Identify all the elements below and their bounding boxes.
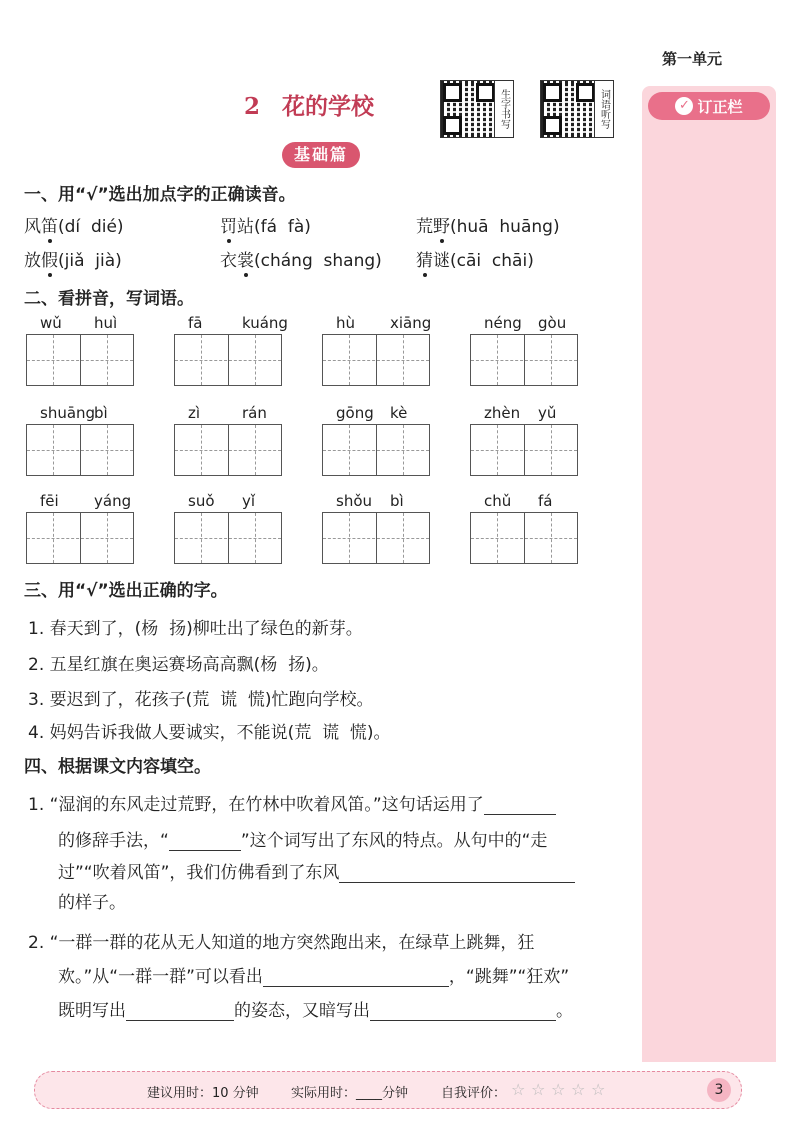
pinyin-label: shǒu (336, 492, 373, 510)
writing-grid-box[interactable] (470, 334, 578, 386)
suggested-time: 建议用时：10 分钟 (147, 1086, 259, 1101)
reading-item[interactable]: 放假(jiǎ jià) (24, 251, 122, 271)
reading-item[interactable]: 罚站(fá fà) (220, 217, 311, 237)
pinyin-label: néng (484, 314, 522, 332)
qr-code-icon[interactable] (540, 80, 598, 138)
pinyin-label: chǔ (484, 492, 512, 510)
self-evaluation-label: 自我评价： (441, 1086, 507, 1101)
choice-item[interactable]: 2. 五星红旗在奥运赛场高高飘(杨 扬)。 (28, 655, 329, 675)
pinyin-label: wǔ (40, 314, 62, 332)
pinyin-label: bì (94, 404, 108, 422)
fill-line: 欢。”从“一群一群”可以看出 ，“跳舞”“狂欢” (58, 967, 570, 987)
pinyin-label: yǐ (242, 492, 256, 510)
pinyin-label: kè (390, 404, 408, 422)
writing-grid-box[interactable] (26, 512, 134, 564)
writing-grid-box[interactable] (26, 424, 134, 476)
star-icon[interactable]: ☆ (551, 1080, 566, 1099)
writing-grid-box[interactable] (470, 512, 578, 564)
actual-time[interactable]: 实际用时：____分钟 (291, 1086, 409, 1101)
pinyin-label: rán (242, 404, 267, 422)
qr-label-writing: 生字书写 (494, 80, 514, 138)
qr-code-icon[interactable] (440, 80, 498, 138)
fill-line: 的样子。 (58, 893, 126, 913)
writing-grid-box[interactable] (322, 512, 430, 564)
correction-sidebar (642, 86, 776, 1062)
pinyin-label: fēi (40, 492, 59, 510)
star-icon[interactable]: ☆ (511, 1080, 526, 1099)
star-icon[interactable]: ☆ (531, 1080, 546, 1099)
pinyin-label: yáng (94, 492, 132, 510)
section-2-title: 二、看拼音，写词语。 (24, 289, 194, 309)
fill-line: 过”“吹着风笛”，我们仿佛看到了东风 (58, 858, 575, 883)
blank[interactable] (169, 834, 241, 851)
section-4-title: 四、根据课文内容填空。 (24, 757, 211, 777)
reading-item[interactable]: 猜谜(cāi chāi) (416, 251, 534, 271)
page-number: 3 (707, 1078, 731, 1102)
writing-grid-box[interactable] (174, 512, 282, 564)
section-1-title: 一、用“√”选出加点字的正确读音。 (24, 185, 296, 205)
lesson-name: 花的学校 (282, 93, 375, 120)
blank[interactable] (484, 798, 556, 815)
fill-line: 的修辞手法，“ ”这个词写出了东风的特点。从句中的“走 (58, 831, 548, 851)
writing-grid-box[interactable] (322, 334, 430, 386)
pinyin-label: bì (390, 492, 404, 510)
pinyin-label: suǒ (188, 492, 215, 510)
lesson-title (244, 88, 374, 121)
writing-grid-box[interactable] (26, 334, 134, 386)
writing-grid-box[interactable] (322, 424, 430, 476)
pinyin-label: fá (538, 492, 553, 510)
fill-line: 既明写出 的姿态，又暗写出 。 (58, 1001, 573, 1021)
pinyin-label: zì (188, 404, 201, 422)
fill-line: 2. “一群一群的花从无人知道的地方突然跑出来，在绿草上跳舞，狂 (28, 933, 535, 953)
pinyin-label: hù (336, 314, 356, 332)
reading-item[interactable]: 风笛(dí dié) (24, 217, 124, 237)
qr-label-dictation: 词语听写 (594, 80, 614, 138)
pinyin-label: gōng (336, 404, 374, 422)
section-3-title: 三、用“√”选出正确的字。 (24, 581, 228, 601)
star-icon[interactable]: ☆ (571, 1080, 586, 1099)
writing-grid-box[interactable] (174, 334, 282, 386)
blank[interactable] (126, 1004, 234, 1021)
reading-item[interactable]: 衣裳(cháng shang) (220, 251, 382, 271)
blank[interactable] (263, 970, 449, 987)
sidebar-title: 订正栏 (697, 97, 743, 116)
blank[interactable] (339, 866, 575, 883)
choice-item[interactable]: 4. 妈妈告诉我做人要诚实，不能说(荒 谎 慌)。 (28, 723, 391, 743)
fill-line: 1. “湿润的东风走过荒野，在竹林中吹着风笛。”这句话运用了 (28, 790, 556, 815)
writing-grid-box[interactable] (470, 424, 578, 476)
choice-item[interactable]: 3. 要迟到了，花孩子(荒 谎 慌)忙跑向学校。 (28, 690, 374, 710)
star-icon[interactable]: ☆ (591, 1080, 606, 1099)
section-badge: 基础篇 (282, 142, 360, 168)
unit-label: 第一单元 (661, 50, 722, 68)
sidebar-header (648, 92, 770, 120)
pinyin-label: fā (188, 314, 203, 332)
pinyin-label: gòu (538, 314, 567, 332)
writing-grid-box[interactable] (174, 424, 282, 476)
footer-bar (34, 1071, 742, 1109)
pinyin-label: zhèn (484, 404, 521, 422)
check-icon: ✓ (675, 97, 693, 115)
pinyin-label: yǔ (538, 404, 557, 422)
lesson-number: 2 (244, 93, 261, 120)
choice-item[interactable]: 1. 春天到了，(杨 扬)柳吐出了绿色的新芽。 (28, 619, 363, 639)
pinyin-label: kuáng (242, 314, 288, 332)
reading-item[interactable]: 荒野(huā huāng) (416, 217, 560, 237)
pinyin-label: xiāng (390, 314, 432, 332)
pinyin-label: shuāng (40, 404, 96, 422)
blank[interactable] (370, 1004, 556, 1021)
pinyin-label: huì (94, 314, 118, 332)
